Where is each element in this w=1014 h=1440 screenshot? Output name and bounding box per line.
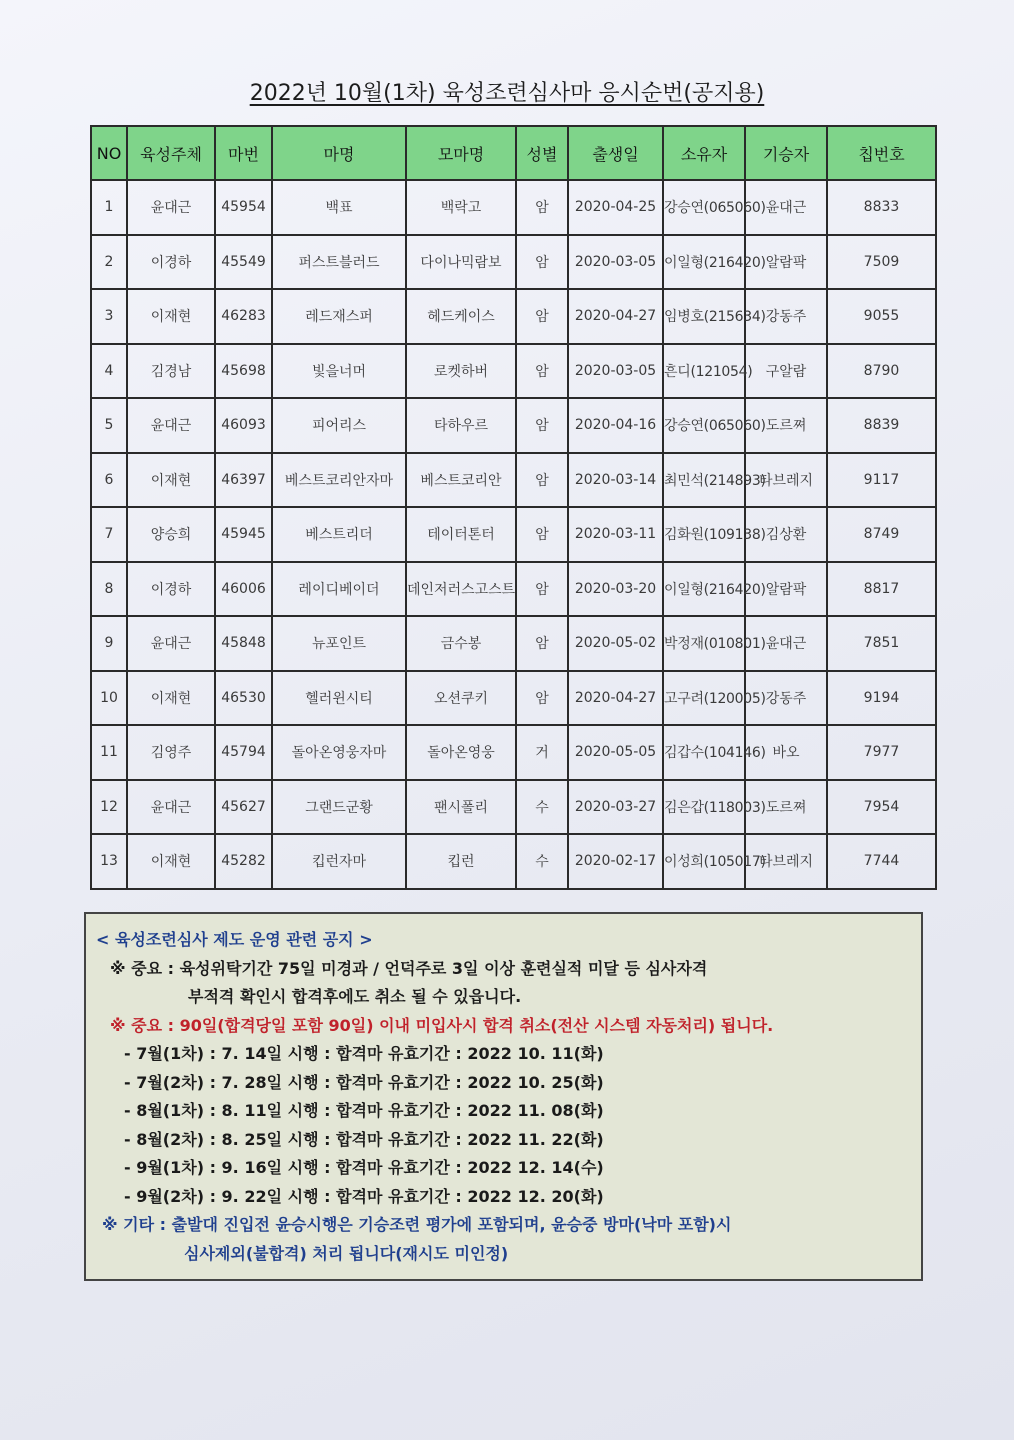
horse-number-cell: 45549 bbox=[215, 235, 272, 290]
rider-cell: 알람팍 bbox=[745, 562, 827, 617]
horse-name-cell: 빛을너머 bbox=[272, 344, 406, 399]
chip-number-cell: 7744 bbox=[827, 834, 936, 889]
trainer-cell: 김경남 bbox=[127, 344, 215, 399]
birth-date-cell: 2020-04-27 bbox=[568, 289, 663, 344]
row-no-cell: 9 bbox=[91, 616, 127, 671]
table-row bbox=[91, 616, 936, 671]
rider-cell: 바오 bbox=[745, 725, 827, 780]
rider-cell: 윤대근 bbox=[745, 616, 827, 671]
trainer-cell: 윤대근 bbox=[127, 180, 215, 235]
sex-cell: 암 bbox=[516, 180, 568, 235]
page-title: 2022년 10월(1차) 육성조련심사마 응시순번(공지용) bbox=[249, 81, 765, 106]
trainer-cell: 이재현 bbox=[127, 289, 215, 344]
birth-date-cell: 2020-02-17 bbox=[568, 834, 663, 889]
registration-table bbox=[90, 125, 937, 890]
rider-cell: 강동주 bbox=[745, 289, 827, 344]
trainer-cell: 윤대근 bbox=[127, 616, 215, 671]
owner-cell: 박정재(010801) bbox=[663, 616, 745, 671]
owner-cell: 강승연(065060) bbox=[663, 398, 745, 453]
table-row bbox=[91, 780, 936, 835]
row-no-cell: 2 bbox=[91, 235, 127, 290]
dam-name-cell: 다이나믹람보 bbox=[406, 235, 516, 290]
schedule-item: - 7월(2차) : 7. 28일 시행 : 합격마 유효기간 : 2022 10. 25(화) bbox=[124, 1072, 604, 1092]
chip-number-cell: 8833 bbox=[827, 180, 936, 235]
horse-name-cell: 뉴포인트 bbox=[272, 616, 406, 671]
owner-cell: 흔디(121054) bbox=[663, 344, 745, 399]
sex-cell: 암 bbox=[516, 453, 568, 508]
trainer-cell: 이재현 bbox=[127, 834, 215, 889]
row-no-cell: 1 bbox=[91, 180, 127, 235]
notice-box bbox=[84, 912, 923, 1281]
owner-cell: 김갑수(104146) bbox=[663, 725, 745, 780]
chip-number-cell: 7509 bbox=[827, 235, 936, 290]
sex-cell: 암 bbox=[516, 398, 568, 453]
notice-other-cont: 심사제외(불합격) 처리 됩니다(재시도 미인정) bbox=[184, 1243, 509, 1263]
notice-other: ※ 기타 : 출발대 진입전 윤승시행은 기승조련 평가에 포함되며, 윤승중 방마(낙마 포함)시 bbox=[102, 1215, 732, 1234]
trainer-cell: 윤대근 bbox=[127, 398, 215, 453]
chip-number-cell: 9117 bbox=[827, 453, 936, 508]
dam-name-cell: 테이터톤터 bbox=[406, 507, 516, 562]
header-chip-number: 칩번호 bbox=[827, 126, 936, 180]
chip-number-cell: 9055 bbox=[827, 289, 936, 344]
birth-date-cell: 2020-03-27 bbox=[568, 780, 663, 835]
row-no-cell: 5 bbox=[91, 398, 127, 453]
birth-date-cell: 2020-03-20 bbox=[568, 562, 663, 617]
rider-cell: 강동주 bbox=[745, 671, 827, 726]
trainer-cell: 윤대근 bbox=[127, 780, 215, 835]
rider-cell: 도르쪄 bbox=[745, 398, 827, 453]
header-no: NO bbox=[91, 126, 127, 180]
chip-number-cell: 7851 bbox=[827, 616, 936, 671]
chip-number-cell: 8749 bbox=[827, 507, 936, 562]
rider-cell: 타브레지 bbox=[745, 834, 827, 889]
dam-name-cell: 베스트코리안 bbox=[406, 453, 516, 508]
sex-cell: 거 bbox=[516, 725, 568, 780]
row-no-cell: 3 bbox=[91, 289, 127, 344]
chip-number-cell: 8790 bbox=[827, 344, 936, 399]
birth-date-cell: 2020-04-27 bbox=[568, 671, 663, 726]
dam-name-cell: 로켓하버 bbox=[406, 344, 516, 399]
trainer-cell: 김영주 bbox=[127, 725, 215, 780]
horse-name-cell: 베스트리더 bbox=[272, 507, 406, 562]
sex-cell: 수 bbox=[516, 834, 568, 889]
horse-name-cell: 퍼스트블러드 bbox=[272, 235, 406, 290]
birth-date-cell: 2020-04-16 bbox=[568, 398, 663, 453]
rider-cell: 알람팍 bbox=[745, 235, 827, 290]
schedule-item: - 9월(1차) : 9. 16일 시행 : 합격마 유효기간 : 2022 12. 14(수) bbox=[124, 1158, 604, 1177]
birth-date-cell: 2020-05-05 bbox=[568, 725, 663, 780]
owner-cell: 임병호(215634) bbox=[663, 289, 745, 344]
horse-number-cell: 45794 bbox=[215, 725, 272, 780]
table-row bbox=[91, 180, 936, 235]
dam-name-cell: 킵런 bbox=[406, 834, 516, 889]
owner-cell: 이일형(216420) bbox=[663, 235, 745, 290]
schedule-item: - 9월(2차) : 9. 22일 시행 : 합격마 유효기간 : 2022 12. 20(화) bbox=[124, 1186, 604, 1206]
chip-number-cell: 8817 bbox=[827, 562, 936, 617]
horse-name-cell: 헬러윈시티 bbox=[272, 671, 406, 726]
horse-number-cell: 46093 bbox=[215, 398, 272, 453]
notice-heading: < 육성조련심사 제도 운영 관련 공지 > bbox=[96, 930, 373, 949]
sex-cell: 암 bbox=[516, 344, 568, 399]
birth-date-cell: 2020-05-02 bbox=[568, 616, 663, 671]
row-no-cell: 10 bbox=[91, 671, 127, 726]
birth-date-cell: 2020-03-05 bbox=[568, 235, 663, 290]
owner-cell: 김은갑(118003) bbox=[663, 780, 745, 835]
horse-number-cell: 45848 bbox=[215, 616, 272, 671]
dam-name-cell: 금수봉 bbox=[406, 616, 516, 671]
row-no-cell: 6 bbox=[91, 453, 127, 508]
horse-name-cell: 백표 bbox=[272, 180, 406, 235]
row-no-cell: 12 bbox=[91, 780, 127, 835]
horse-name-cell: 피어리스 bbox=[272, 398, 406, 453]
notice-important-1-cont: 부적격 확인시 합격후에도 취소 될 수 있읍니다. bbox=[188, 987, 522, 1006]
chip-number-cell: 8839 bbox=[827, 398, 936, 453]
row-no-cell: 13 bbox=[91, 834, 127, 889]
table-header-row bbox=[91, 126, 936, 180]
rider-cell: 도르쪄 bbox=[745, 780, 827, 835]
schedule-item: - 8월(2차) : 8. 25일 시행 : 합격마 유효기간 : 2022 11. 22(화) bbox=[124, 1129, 604, 1149]
table-row bbox=[91, 671, 936, 726]
horse-name-cell: 킵런자마 bbox=[272, 834, 406, 889]
table-row bbox=[91, 289, 936, 344]
dam-name-cell: 돌아온영웅 bbox=[406, 725, 516, 780]
horse-number-cell: 45698 bbox=[215, 344, 272, 399]
sex-cell: 암 bbox=[516, 289, 568, 344]
owner-cell: 이성희(105017) bbox=[663, 834, 745, 889]
header-owner: 소유자 bbox=[663, 126, 745, 180]
row-no-cell: 8 bbox=[91, 562, 127, 617]
notice-important-2: ※ 중요 : 90일(합격당일 포함 90일) 이내 미입사시 합격 취소(전산 시스템 자동처리) 됩니다. bbox=[110, 1015, 774, 1035]
horse-number-cell: 45945 bbox=[215, 507, 272, 562]
header-horse-name: 마명 bbox=[272, 126, 406, 180]
horse-number-cell: 45282 bbox=[215, 834, 272, 889]
horse-number-cell: 45954 bbox=[215, 180, 272, 235]
schedule-item: - 8월(1차) : 8. 11일 시행 : 합격마 유효기간 : 2022 11. 08(화) bbox=[124, 1101, 604, 1120]
table-row bbox=[91, 344, 936, 399]
horse-name-cell: 레이디베이더 bbox=[272, 562, 406, 617]
birth-date-cell: 2020-03-11 bbox=[568, 507, 663, 562]
sex-cell: 암 bbox=[516, 235, 568, 290]
chip-number-cell: 7954 bbox=[827, 780, 936, 835]
notice-important-1: ※ 중요 : 육성위탁기간 75일 미경과 / 언덕주로 3일 이상 훈련실적 미달 등 심사자격 bbox=[110, 958, 708, 978]
horse-name-cell: 돌아온영웅자마 bbox=[272, 725, 406, 780]
trainer-cell: 양승희 bbox=[127, 507, 215, 562]
header-sex: 성별 bbox=[516, 126, 568, 180]
owner-cell: 고구려(120005) bbox=[663, 671, 745, 726]
row-no-cell: 7 bbox=[91, 507, 127, 562]
horse-number-cell: 46530 bbox=[215, 671, 272, 726]
birth-date-cell: 2020-03-14 bbox=[568, 453, 663, 508]
header-rider: 기승자 bbox=[745, 126, 827, 180]
dam-name-cell: 팬시폴리 bbox=[406, 780, 516, 835]
header-trainer: 육성주체 bbox=[127, 126, 215, 180]
sex-cell: 암 bbox=[516, 616, 568, 671]
sex-cell: 암 bbox=[516, 671, 568, 726]
header-birth-date: 출생일 bbox=[568, 126, 663, 180]
birth-date-cell: 2020-03-05 bbox=[568, 344, 663, 399]
horse-name-cell: 그랜드군황 bbox=[272, 780, 406, 835]
header-dam-name: 모마명 bbox=[406, 126, 516, 180]
rider-cell: 윤대근 bbox=[745, 180, 827, 235]
owner-cell: 최민석(214893) bbox=[663, 453, 745, 508]
trainer-cell: 이경하 bbox=[127, 562, 215, 617]
schedule-item: - 7월(1차) : 7. 14일 시행 : 합격마 유효기간 : 2022 10. 11(화) bbox=[124, 1044, 604, 1063]
horse-number-cell: 46397 bbox=[215, 453, 272, 508]
horse-number-cell: 46283 bbox=[215, 289, 272, 344]
horse-name-cell: 레드재스퍼 bbox=[272, 289, 406, 344]
sex-cell: 암 bbox=[516, 507, 568, 562]
sex-cell: 수 bbox=[516, 780, 568, 835]
rider-cell: 타브레지 bbox=[745, 453, 827, 508]
owner-cell: 김화원(109138) bbox=[663, 507, 745, 562]
dam-name-cell: 백락고 bbox=[406, 180, 516, 235]
rider-cell: 구알람 bbox=[745, 344, 827, 399]
dam-name-cell: 오션쿠키 bbox=[406, 671, 516, 726]
birth-date-cell: 2020-04-25 bbox=[568, 180, 663, 235]
table-row bbox=[91, 398, 936, 453]
trainer-cell: 이재현 bbox=[127, 671, 215, 726]
row-no-cell: 4 bbox=[91, 344, 127, 399]
owner-cell: 이일형(216420) bbox=[663, 562, 745, 617]
horse-name-cell: 베스트코리안자마 bbox=[272, 453, 406, 508]
table-row bbox=[91, 235, 936, 290]
dam-name-cell: 데인저러스고스트 bbox=[406, 562, 516, 617]
chip-number-cell: 9194 bbox=[827, 671, 936, 726]
table-row bbox=[91, 507, 936, 562]
dam-name-cell: 타하우르 bbox=[406, 398, 516, 453]
sex-cell: 암 bbox=[516, 562, 568, 617]
header-horse-number: 마번 bbox=[215, 126, 272, 180]
table-row bbox=[91, 834, 936, 889]
trainer-cell: 이경하 bbox=[127, 235, 215, 290]
trainer-cell: 이재현 bbox=[127, 453, 215, 508]
table-row bbox=[91, 725, 936, 780]
chip-number-cell: 7977 bbox=[827, 725, 936, 780]
table-row bbox=[91, 562, 936, 617]
row-no-cell: 11 bbox=[91, 725, 127, 780]
horse-number-cell: 45627 bbox=[215, 780, 272, 835]
table-row bbox=[91, 453, 936, 508]
dam-name-cell: 헤드케이스 bbox=[406, 289, 516, 344]
owner-cell: 강승연(065060) bbox=[663, 180, 745, 235]
horse-number-cell: 46006 bbox=[215, 562, 272, 617]
rider-cell: 김상환 bbox=[745, 507, 827, 562]
